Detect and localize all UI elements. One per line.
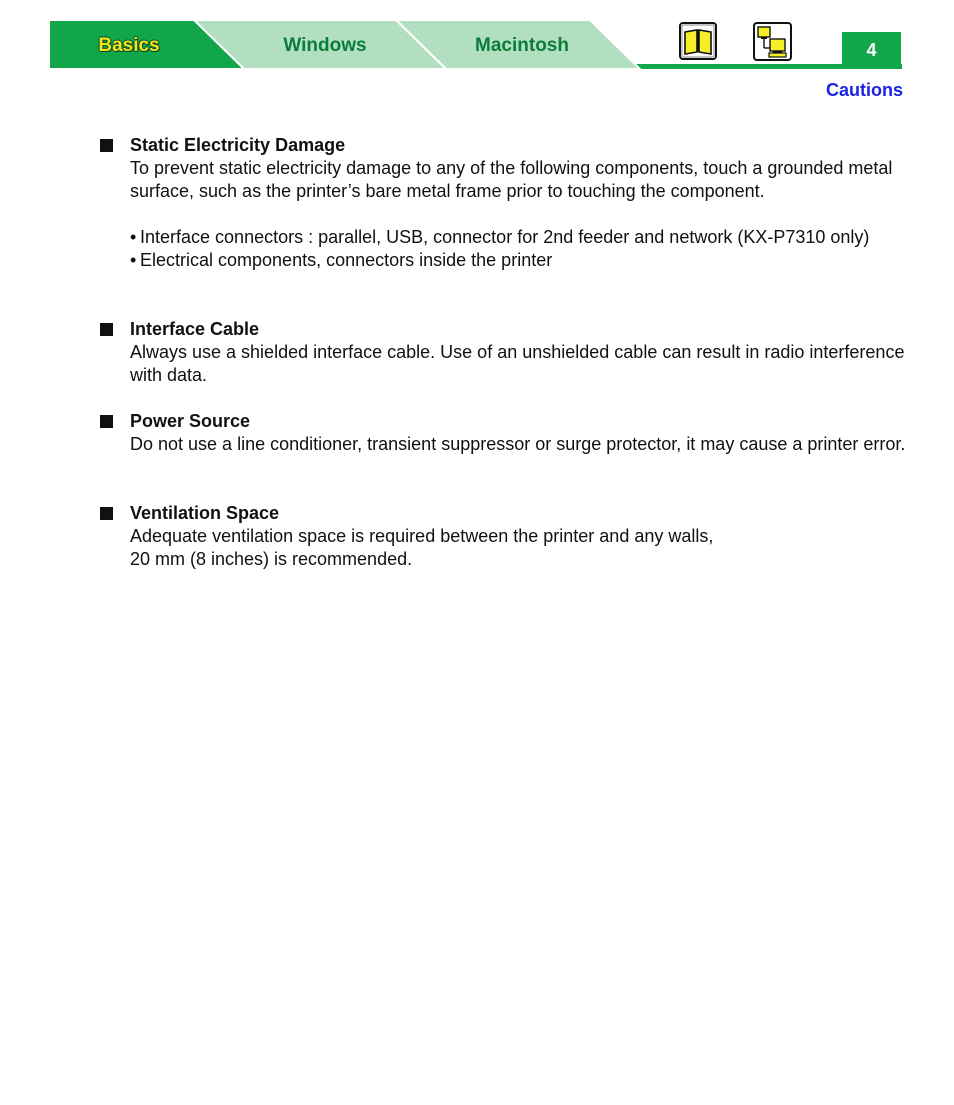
page-number: 4 (842, 32, 901, 69)
section-title: Cautions (825, 80, 903, 100)
section-heading: Static Electricity Damage (130, 135, 346, 155)
section-body-line: 20 mm (8 inches) is recommended. (130, 549, 413, 569)
section-body: Do not use a line conditioner, transient suppressor or surge protector, it may cause a printer error. (130, 434, 906, 454)
tab-basics[interactable]: Basics (98, 35, 160, 56)
navigation-bar (0, 0, 954, 80)
section-static-electricity (100, 134, 910, 272)
network-computer-icon[interactable] (753, 22, 791, 60)
tab-macintosh[interactable]: Macintosh (475, 35, 569, 56)
section-power-source (100, 410, 910, 456)
section-body-line: Adequate ventilation space is required between the printer and any walls, (130, 526, 714, 546)
tab-windows[interactable]: Windows (283, 35, 367, 56)
section-ventilation-space (100, 502, 910, 571)
square-bullet (100, 507, 113, 520)
section-body: Always use a shielded interface cable. Use of an unshielded cable can result in radio interference with data. (130, 342, 905, 385)
manual-book-icon[interactable] (679, 22, 717, 60)
section-heading: Ventilation Space (130, 503, 280, 523)
square-bullet (100, 139, 113, 152)
list-item: • Interface connectors : parallel, USB, connector for 2nd feeder and network (KX-P7310 only) (130, 226, 910, 249)
section-interface-cable (100, 318, 910, 387)
component-list (130, 226, 910, 272)
section-heading: Interface Cable (130, 319, 260, 339)
section-body: To prevent static electricity damage to any of the following components, touch a grounded metal surface, such as the printer’s bare metal frame prior to touching the component. (130, 158, 893, 201)
list-item: • Electrical components, connectors inside the printer (130, 249, 910, 272)
section-heading: Power Source (130, 411, 251, 431)
square-bullet (100, 415, 113, 428)
square-bullet (100, 323, 113, 336)
